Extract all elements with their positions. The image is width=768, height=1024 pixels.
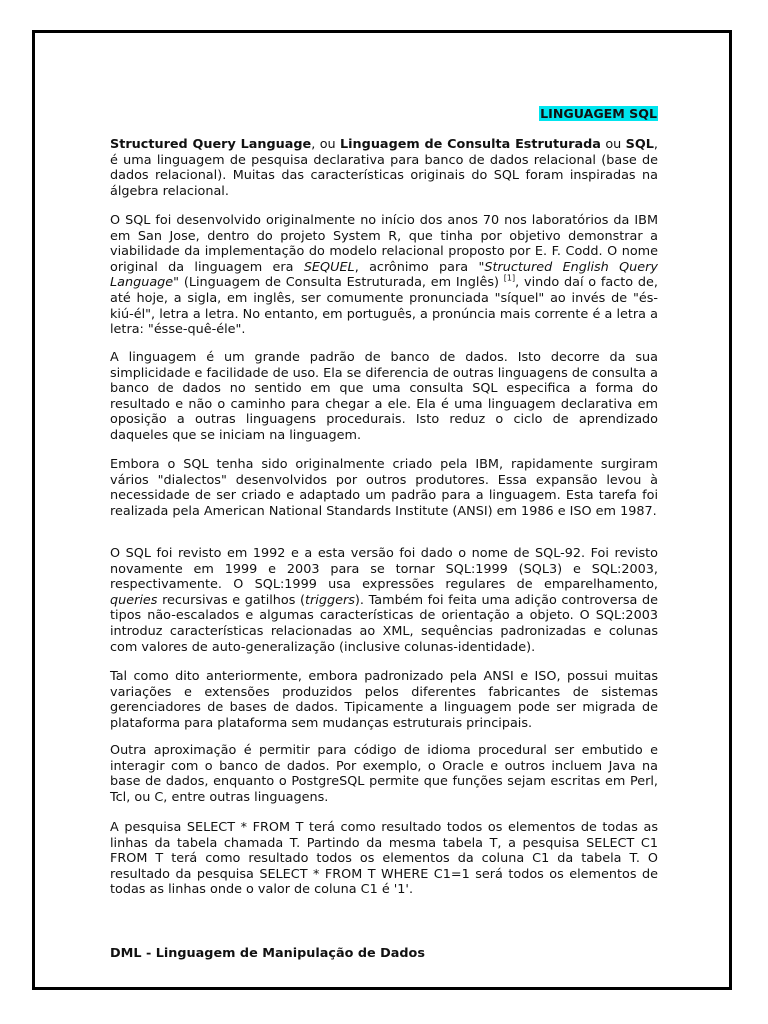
paragraph-revisions: O SQL foi revisto em 1992 e a esta versão foi dado o nome de SQL-92. Foi revisto novamente em 1999 e 2003 para se tornar SQL:1999 (SQL3) e SQL:2003, respectivamente. O SQL:1999 usa expressões regulares de emparelhamento, queries recursivas e gatilhos (triggers). Também foi feita uma adição controversa de tipos não-escalados e algumas características de orientação a objeto. O SQL:2003 introduz características relacionadas ao XML, sequências padronizadas e colunas com valores de auto-generalização (inclusive colunas-identidade). (110, 546, 658, 655)
term-sequel: SEQUEL (303, 259, 355, 275)
paragraph-dialects: Embora o SQL tenha sido originalmente criado pela IBM, rapidamente surgiram vários "dialectos" desenvolvidos por outros produtores. Essa expansão levou à necessidade de ser criado e adaptado um padrão para a linguagem. Esta tarefa foi realizada pela American National Standards Institute (ANSI) em 1986 e ISO em 1987. (110, 457, 658, 519)
term-linguagem-consulta: Linguagem de Consulta Estruturada (340, 137, 601, 152)
term-sql: SQL (625, 137, 654, 152)
term-structured-query-language: Structured Query Language (110, 137, 312, 152)
paragraph-procedural: Outra aproximação é permitir para código de idioma procedural ser embutido e interagir com o banco de dados. Por exemplo, o Oracle e outros incluem Java na base de dados, enquanto o PostgreSQL permite que funções sejam escritas em Perl, Tcl, ou C, entre outras linguagens. (110, 743, 658, 805)
term-queries: queries (110, 592, 158, 608)
paragraph-variations: Tal como dito anteriormente, embora padronizado pela ANSI e ISO, possui muitas variações e extensões produzidos pelos diferentes fabricantes de sistemas gerenciadores de bases de dados. Tipicamente a linguagem pode ser migrada de plataforma para plataforma sem mudanças estruturais principais. (110, 669, 658, 731)
paragraph-standard: A linguagem é um grande padrão de banco de dados. Isto decorre da sua simplicidade e facilidade de uso. Ela se diferencia de outras linguagens de consulta a banco de dados no sentido em que uma consulta SQL especifica a forma do resultado e não o caminho para chegar a ele. Ela é uma linguagem declarativa em oposição a outras linguagens procedurais. Isto reduz o ciclo de aprendizado daqueles que se iniciam na linguagem. (110, 350, 658, 443)
section-heading-dml: DML - Linguagem de Manipulação de Dados (110, 946, 425, 961)
paragraph-history: O SQL foi desenvolvido originalmente no início dos anos 70 nos laboratórios da IBM em San Jose, dentro do projeto System R, que tinha por objetivo demonstrar a viabilidade da implementação do modelo relacional proposto por E. F. Codd. O nome original da linguagem era SEQUEL, acrônimo para "Structured English Query Language" (Linguagem de Consulta Estruturada, em Inglês) [1], vindo daí o facto de, até hoje, a sigla, em inglês, ser comumente pronunciada "síquel" ao invés de "és-kiú-él", letra a letra. No entanto, em português, a pronúncia mais corrente é a letra a letra: "ésse-quê-éle". (110, 213, 658, 338)
term-triggers: triggers (305, 592, 355, 608)
term-structured-english: "Structured English Query Language" (110, 259, 658, 291)
paragraph-intro: Structured Query Language, ou Linguagem de Consulta Estruturada ou SQL, é uma linguagem de pesquisa declarativa para banco de dados relacional (base de dados relacional). Muitas das características originais do SQL foram inspiradas na álgebra relacional. (110, 137, 658, 199)
footnote-ref[interactable]: [1] (503, 274, 516, 284)
paragraph-select-example: A pesquisa SELECT * FROM T terá como resultado todos os elementos de todas as linhas da tabela chamada T. Partindo da mesma tabela T, a pesquisa SELECT C1 FROM T terá como resultado todos os elementos da coluna C1 da tabela T. O resultado da pesquisa SELECT * FROM T WHERE C1=1 será todos os elementos de todas as linhas onde o valor de coluna C1 é '1'. (110, 820, 658, 898)
page-title: LINGUAGEM SQL (540, 106, 657, 121)
